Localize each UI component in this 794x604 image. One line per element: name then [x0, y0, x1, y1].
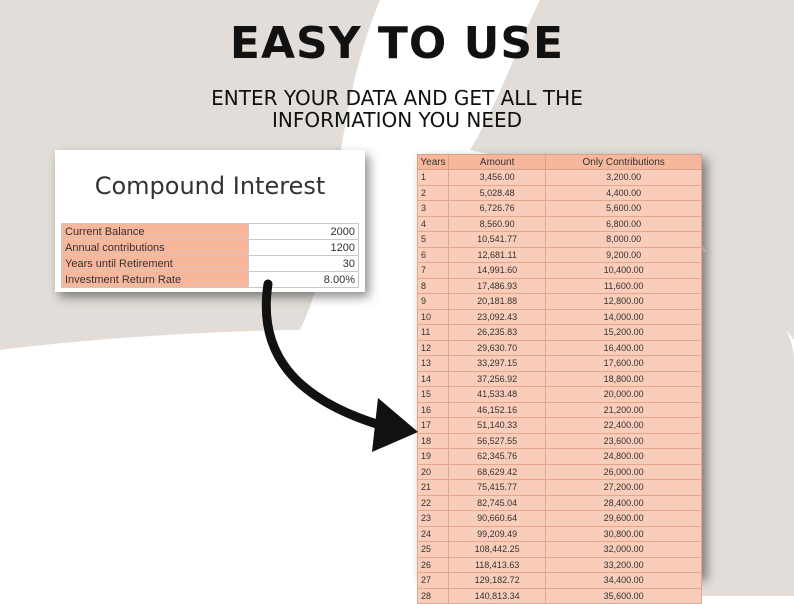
cell-contributions: 24,800.00: [546, 449, 702, 465]
cell-contributions: 33,200.00: [546, 557, 702, 573]
cell-year: 12: [418, 340, 449, 356]
table-row: [418, 340, 702, 356]
results-table: [417, 154, 702, 604]
cell-year: 24: [418, 526, 449, 542]
cell-amount: 82,745.04: [449, 495, 546, 511]
input-label: Years until Retirement: [62, 256, 249, 272]
cell-contributions: 6,800.00: [546, 216, 702, 232]
cell-amount: 108,442.25: [449, 542, 546, 558]
results-body: [418, 170, 702, 604]
input-label: Current Balance: [62, 224, 249, 240]
table-row: [418, 278, 702, 294]
cell-year: 14: [418, 371, 449, 387]
headline: EASY TO USE: [229, 18, 565, 69]
cell-amount: 37,256.92: [449, 371, 546, 387]
cell-amount: 29,630.70: [449, 340, 546, 356]
input-row: [62, 240, 359, 256]
cell-amount: 75,415.77: [449, 480, 546, 496]
table-row: [418, 480, 702, 496]
cell-year: 26: [418, 557, 449, 573]
cell-contributions: 3,200.00: [546, 170, 702, 186]
table-row: [418, 542, 702, 558]
input-label: Annual contributions: [62, 240, 249, 256]
table-row: [418, 588, 702, 604]
cell-amount: 68,629.42: [449, 464, 546, 480]
cell-amount: 51,140.33: [449, 418, 546, 434]
cell-amount: 41,533.48: [449, 387, 546, 403]
table-row: [418, 356, 702, 372]
cell-contributions: 8,000.00: [546, 232, 702, 248]
cell-amount: 23,092.43: [449, 309, 546, 325]
cell-year: 16: [418, 402, 449, 418]
cell-contributions: 29,600.00: [546, 511, 702, 527]
cell-contributions: 22,400.00: [546, 418, 702, 434]
table-row: [418, 263, 702, 279]
cell-amount: 140,813.34: [449, 588, 546, 604]
table-row: [418, 309, 702, 325]
cell-contributions: 23,600.00: [546, 433, 702, 449]
cell-year: 9: [418, 294, 449, 310]
results-header-row: [418, 155, 702, 170]
cell-amount: 26,235.83: [449, 325, 546, 341]
cell-year: 1: [418, 170, 449, 186]
cell-contributions: 9,200.00: [546, 247, 702, 263]
cell-contributions: 15,200.00: [546, 325, 702, 341]
cell-amount: 8,560.90: [449, 216, 546, 232]
table-row: [418, 573, 702, 589]
cell-contributions: 14,000.00: [546, 309, 702, 325]
table-row: [418, 216, 702, 232]
card-title: Compound Interest: [94, 172, 326, 200]
curved-arrow-icon: [250, 270, 430, 460]
cell-year: 13: [418, 356, 449, 372]
cell-year: 17: [418, 418, 449, 434]
cell-contributions: 30,800.00: [546, 526, 702, 542]
cell-year: 6: [418, 247, 449, 263]
cell-contributions: 18,800.00: [546, 371, 702, 387]
table-row: [418, 464, 702, 480]
cell-amount: 129,182.72: [449, 573, 546, 589]
cell-year: 27: [418, 573, 449, 589]
cell-amount: 118,413.63: [449, 557, 546, 573]
cell-year: 19: [418, 449, 449, 465]
cell-amount: 90,660.64: [449, 511, 546, 527]
cell-year: 10: [418, 309, 449, 325]
cell-year: 4: [418, 216, 449, 232]
cell-year: 11: [418, 325, 449, 341]
table-row: [418, 371, 702, 387]
input-value[interactable]: 8.00%: [249, 272, 359, 288]
table-row: [418, 325, 702, 341]
table-row: [418, 449, 702, 465]
input-value[interactable]: 30: [249, 256, 359, 272]
cell-amount: 10,541.77: [449, 232, 546, 248]
cell-contributions: 17,600.00: [546, 356, 702, 372]
table-row: [418, 201, 702, 217]
table-row: [418, 185, 702, 201]
cell-year: 8: [418, 278, 449, 294]
cell-year: 15: [418, 387, 449, 403]
cell-contributions: 28,400.00: [546, 495, 702, 511]
cell-amount: 14,991.60: [449, 263, 546, 279]
cell-year: 20: [418, 464, 449, 480]
cell-amount: 56,527.55: [449, 433, 546, 449]
input-row: [62, 224, 359, 240]
table-row: [418, 294, 702, 310]
cell-year: 28: [418, 588, 449, 604]
column-header-amount: Amount: [449, 155, 546, 170]
cell-contributions: 11,600.00: [546, 278, 702, 294]
cell-contributions: 12,800.00: [546, 294, 702, 310]
cell-contributions: 35,600.00: [546, 588, 702, 604]
cell-contributions: 4,400.00: [546, 185, 702, 201]
table-row: [418, 232, 702, 248]
table-row: [418, 247, 702, 263]
input-value[interactable]: 1200: [249, 240, 359, 256]
cell-year: 3: [418, 201, 449, 217]
cell-year: 22: [418, 495, 449, 511]
cell-contributions: 26,000.00: [546, 464, 702, 480]
table-row: [418, 526, 702, 542]
cell-year: 23: [418, 511, 449, 527]
cell-contributions: 32,000.00: [546, 542, 702, 558]
cell-contributions: 21,200.00: [546, 402, 702, 418]
cell-amount: 3,456.00: [449, 170, 546, 186]
table-row: [418, 511, 702, 527]
cell-contributions: 16,400.00: [546, 340, 702, 356]
table-row: [418, 433, 702, 449]
table-row: [418, 387, 702, 403]
cell-contributions: 10,400.00: [546, 263, 702, 279]
table-row: [418, 557, 702, 573]
cell-year: 18: [418, 433, 449, 449]
cell-amount: 20,181.88: [449, 294, 546, 310]
table-row: [418, 170, 702, 186]
column-header-years: Years: [418, 155, 449, 170]
table-row: [418, 418, 702, 434]
table-row: [418, 402, 702, 418]
results-table-panel: [417, 154, 702, 601]
table-row: [418, 495, 702, 511]
column-header-only-contributions: Only Contributions: [546, 155, 702, 170]
cell-amount: 99,209.49: [449, 526, 546, 542]
cell-year: 5: [418, 232, 449, 248]
cell-amount: 46,152.16: [449, 402, 546, 418]
subheadline: ENTER YOUR DATA AND GET ALL THE INFORMATION YOU NEED: [211, 86, 583, 132]
cell-amount: 5,028.48: [449, 185, 546, 201]
cell-amount: 33,297.15: [449, 356, 546, 372]
cell-contributions: 34,400.00: [546, 573, 702, 589]
cell-amount: 12,681.11: [449, 247, 546, 263]
cell-contributions: 27,200.00: [546, 480, 702, 496]
input-value[interactable]: 2000: [249, 224, 359, 240]
cell-year: 2: [418, 185, 449, 201]
cell-amount: 6,726.76: [449, 201, 546, 217]
cell-year: 21: [418, 480, 449, 496]
input-label: Investment Return Rate: [62, 272, 249, 288]
cell-amount: 62,345.76: [449, 449, 546, 465]
cell-contributions: 5,600.00: [546, 201, 702, 217]
cell-amount: 17,486.93: [449, 278, 546, 294]
cell-contributions: 20,000.00: [546, 387, 702, 403]
cell-year: 25: [418, 542, 449, 558]
cell-year: 7: [418, 263, 449, 279]
